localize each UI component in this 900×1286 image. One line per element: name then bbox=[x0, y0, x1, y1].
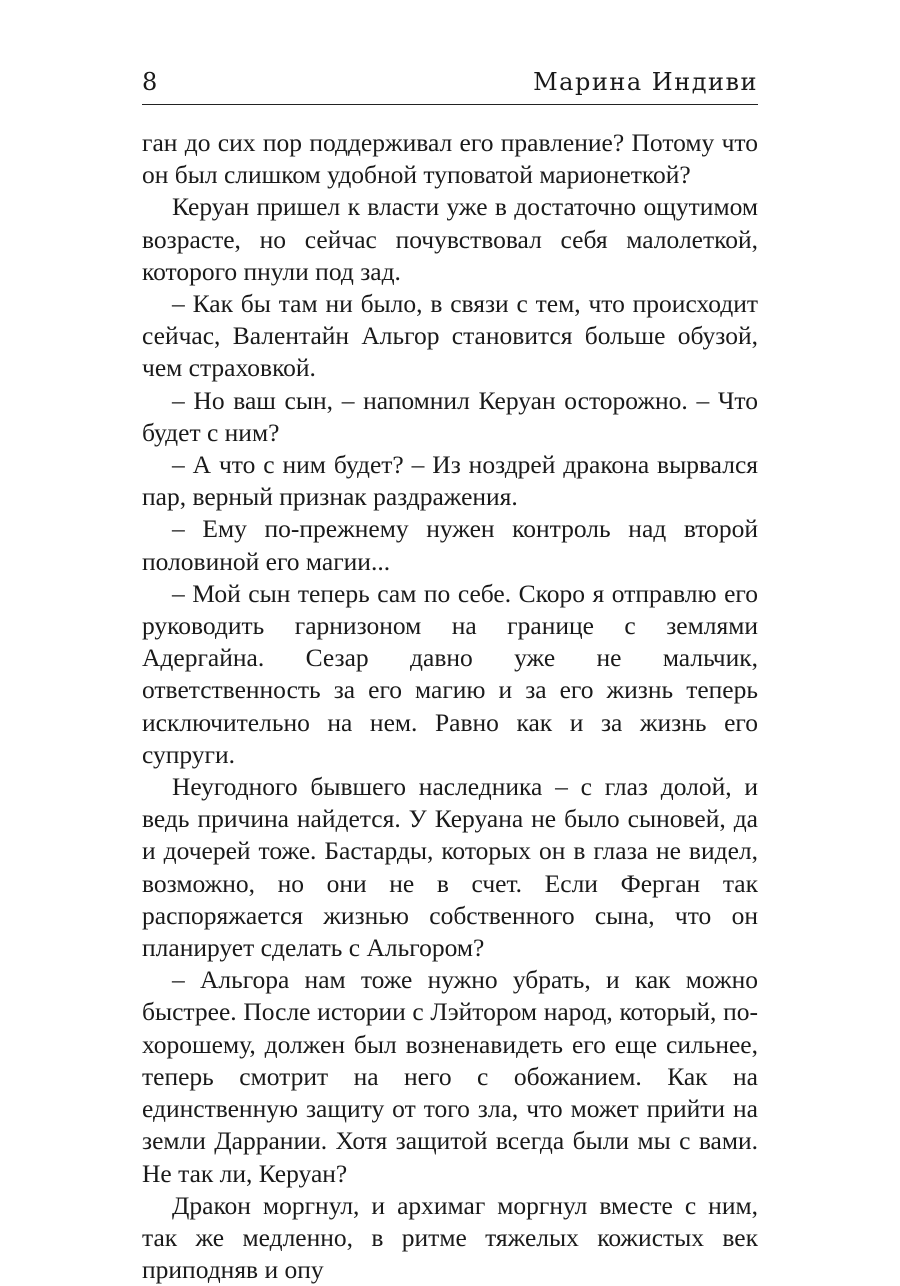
paragraph: Керуан пришел к власти уже в достаточно ощутимом возрасте, но сейчас почувствовал себя малолеткой, которого пнули под зад. bbox=[142, 192, 758, 286]
page-header bbox=[142, 64, 758, 104]
paragraph: ган до сих пор поддерживал его правление? Потому что он был слишком удобной туповатой марионеткой? bbox=[142, 128, 758, 190]
running-head-author: Марина Индиви bbox=[533, 68, 758, 96]
paragraph: – Мой сын теперь сам по себе. Скоро я отправлю его руководить гарнизоном на границе с землями Адергайна. Сезар давно уже не мальчик, ответственность за его магию и за его жизнь теперь исключительно на нем. Равно как и за жизнь его супруги. bbox=[142, 578, 758, 769]
header-divider bbox=[142, 104, 758, 105]
paragraph: – А что с ним будет? – Из ноздрей дракона вырвался пар, верный признак раздражения. bbox=[142, 450, 758, 512]
body-text bbox=[142, 127, 758, 1286]
paragraph: – Альгора нам тоже нужно убрать, и как можно быстрее. После истории с Лэйтором народ, который, по-хорошему, должен был возненавидеть его еще сильнее, теперь смотрит на него с обожанием. Как на единственную защиту от того зла, что может прийти на земли Даррании. Хотя защитой всегда были мы с вами. Не так ли, Керуан? bbox=[142, 965, 758, 1188]
paragraph: Неугодного бывшего наследника – с глаз долой, и ведь причина найдется. У Керуана не было сыновей, да и дочерей тоже. Бастарды, которых он в глаза не видел, возможно, но они не в счет. Если Ферган так распоряжается жизнью собственного сына, что он планирует сделать с Альгором? bbox=[142, 772, 758, 963]
paragraph: – Но ваш сын, – напомнил Керуан осторожно. – Что будет с ним? bbox=[142, 385, 758, 447]
paragraph: – Ему по-прежнему нужен контроль над второй половиной его магии... bbox=[142, 514, 758, 576]
page-number: 8 bbox=[142, 68, 158, 96]
paragraph: – Как бы там ни было, в связи с тем, что происходит сейчас, Валентайн Альгор становится больше обузой, чем страховкой. bbox=[142, 289, 758, 383]
paragraph: Дракон моргнул, и архимаг моргнул вместе с ним, так же медленно, в ритме тяжелых кожистых век приподняв и опу bbox=[142, 1190, 758, 1285]
